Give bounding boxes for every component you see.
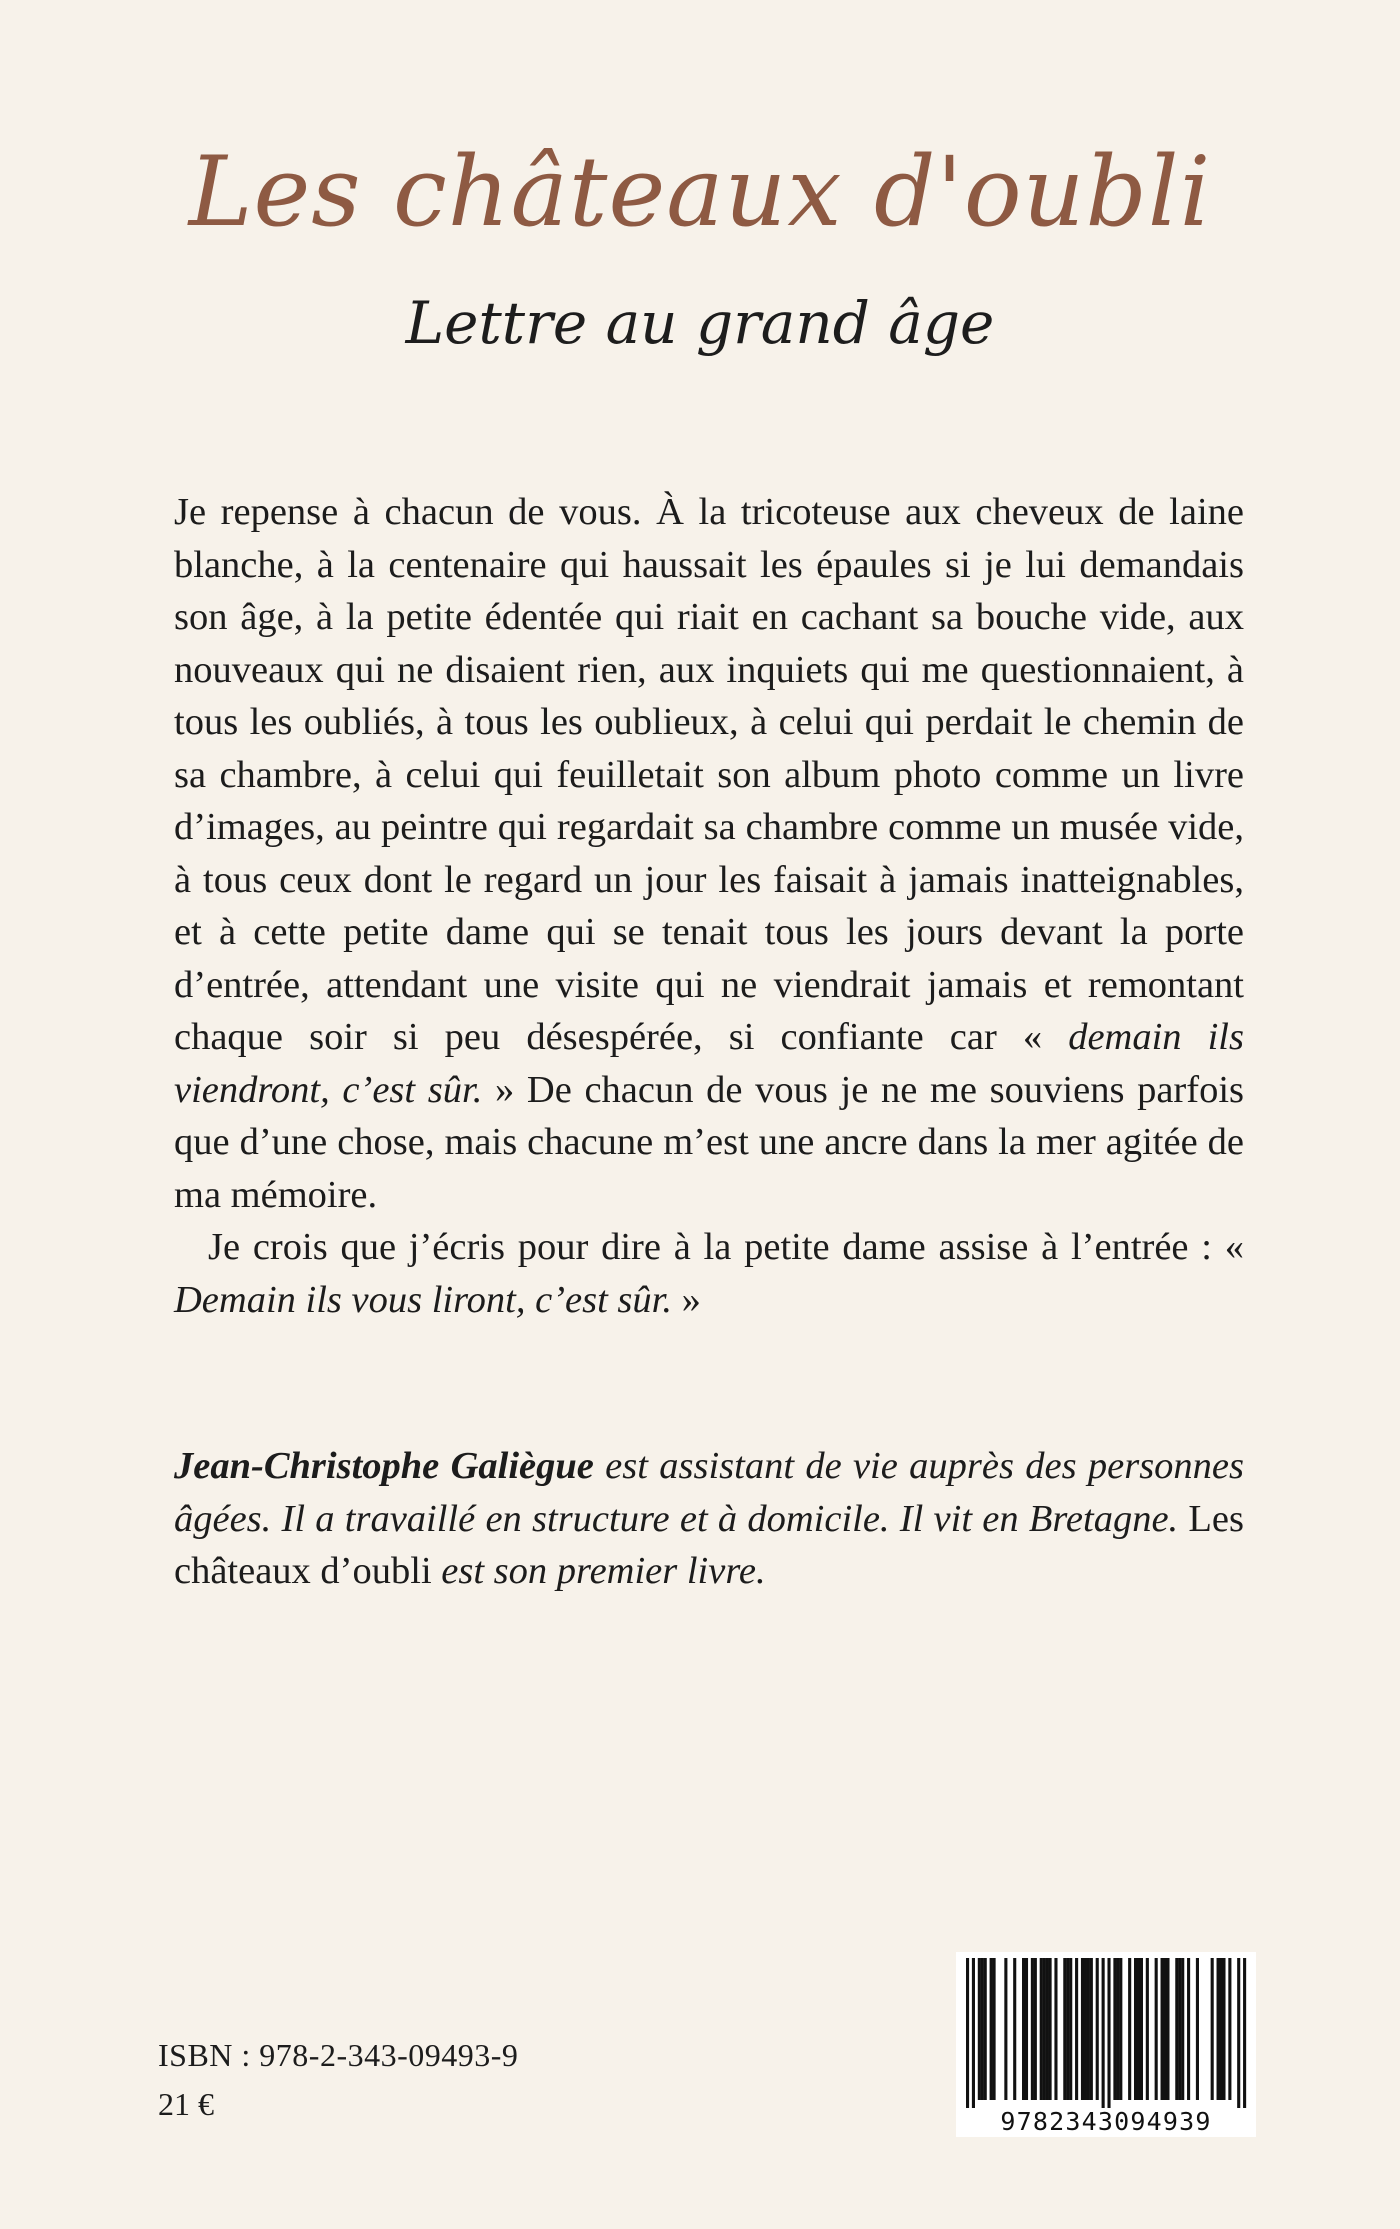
barcode-bar xyxy=(1155,1958,1158,2100)
barcode-bar xyxy=(1004,1958,1007,2100)
barcode-bar xyxy=(1211,1958,1214,2100)
barcode-bar xyxy=(1161,1958,1164,2100)
barcode-bar xyxy=(984,1958,987,2100)
barcode-bar xyxy=(1034,1958,1037,2100)
barcode-bar xyxy=(1146,1958,1149,2100)
barcode-bar xyxy=(1196,1958,1199,2100)
barcode-bar xyxy=(1175,1958,1178,2100)
barcode-bar xyxy=(1228,1958,1231,2100)
barcode-bar xyxy=(1040,1958,1043,2100)
barcode-bar xyxy=(1102,1958,1105,2108)
blurb-p1-quote: demain ils viendront, c’est sûr. xyxy=(174,1016,1244,1111)
barcode-bar xyxy=(978,1958,981,2100)
barcode-bar xyxy=(1243,1958,1246,2108)
barcode-bar xyxy=(1046,1958,1049,2100)
barcode-bar xyxy=(1069,1958,1072,2100)
price-label: 21 € xyxy=(158,2086,214,2122)
barcode-bar xyxy=(1043,1958,1046,2100)
blurb-p2-text-1: Je crois que j’écris pour dire à la petite dame assise à l’entrée : « xyxy=(208,1226,1244,1268)
barcode-bar xyxy=(1063,1958,1066,2100)
blurb-p2-quote: Demain ils vous liront, c’est sûr. xyxy=(174,1278,672,1321)
blurb-p1-text-2: » De chacun de vous je ne me souviens parfois que d’une chose, mais chacune m’est une ancre dans la mer agitée de ma mémoire. xyxy=(174,1068,1244,1216)
book-title: Les châteaux d'oubli xyxy=(188,136,1212,248)
barcode-bar xyxy=(1066,1958,1069,2100)
barcode-bar xyxy=(1049,1958,1052,2100)
barcode-graphic xyxy=(956,1952,1256,2137)
barcode-bar xyxy=(1140,1958,1143,2100)
blurb-p2-text-2: » xyxy=(671,1278,701,1321)
author-bio-book-title: Les châteaux d’oubli xyxy=(174,1497,1244,1592)
isbn-label: ISBN : 978-2-343-09493-9 xyxy=(158,2037,519,2073)
barcode-bar xyxy=(1217,1958,1220,2100)
barcode-bar xyxy=(981,1958,984,2100)
author-bio-paragraph xyxy=(174,1440,1244,1598)
barcode-bar xyxy=(1090,1958,1093,2100)
barcode-digits: 9782343094939 xyxy=(1000,2107,1212,2136)
barcode-bar xyxy=(1022,1958,1025,2100)
barcode-bar xyxy=(1178,1958,1181,2100)
barcode-bar xyxy=(1187,1958,1190,2100)
barcode-bar xyxy=(1137,1958,1140,2100)
author-bio-text-1: est assistant de vie auprès des personnes âgées. Il a travaillé en structure et à domicile. Il vit en Bretagne. xyxy=(174,1445,1244,1540)
barcode-bar xyxy=(993,1958,996,2100)
blurb-p1-text-1: Je repense à chacun de vous. À la tricoteuse aux cheveux de laine blanche, à la centenaire qui haussait les épaules si je lui demandais son âge, à la petite édentée qui riait en cachant sa bouche vide, aux nouveaux qui ne disaient rien, aux inquiets qui me questionnaient, à tous les oubliés, à tous les oublieux, à celui qui perdait le chemin de sa chambre, à celui qui feuilletait son album photo comme un livre d’images, au peintre qui regardait sa chambre comme un musée vide, à tous ceux dont le regard un jour les faisait à jamais inatteignables, et à cette petite dame qui se tenait tous les jours devant la porte d’entrée, attendant une visite qui ne viendrait jamais et remontant chaque soir si peu désespérée, si confiante car « xyxy=(174,491,1244,1058)
barcode-bar xyxy=(1096,1958,1099,2100)
barcode-bar xyxy=(1025,1958,1028,2100)
barcode-bar xyxy=(1134,1958,1137,2100)
blurb-paragraph-2 xyxy=(174,1221,1244,1326)
barcode-bar xyxy=(1119,1958,1122,2100)
author-bio-text-2: est son premier livre. xyxy=(441,1550,766,1592)
barcode-bar xyxy=(1181,1958,1184,2100)
author-bio xyxy=(174,1440,1244,1598)
barcode-bar xyxy=(1237,1958,1240,2108)
barcode-bar xyxy=(1084,1958,1087,2100)
barcode-bar xyxy=(990,1958,993,2100)
barcode-bar xyxy=(1081,1958,1084,2100)
back-cover-blurb xyxy=(174,486,1244,1326)
barcode-bar xyxy=(1054,1958,1057,2100)
barcode-bar xyxy=(1219,1958,1222,2100)
blurb-paragraph-1 xyxy=(174,486,1244,1221)
author-name: Jean-Christophe Galiègue xyxy=(174,1445,594,1487)
barcode-bar xyxy=(1087,1958,1090,2100)
barcode xyxy=(956,1952,1256,2137)
barcode-bar xyxy=(1013,1958,1016,2100)
barcode-bar xyxy=(1116,1958,1119,2100)
barcode-bar xyxy=(1163,1958,1166,2100)
barcode-bar xyxy=(1031,1958,1034,2100)
book-subtitle: Lettre au grand âge xyxy=(405,289,995,357)
barcode-bar xyxy=(1075,1958,1078,2100)
barcode-bar xyxy=(1107,1958,1110,2108)
barcode-bar xyxy=(1128,1958,1131,2100)
barcode-bar xyxy=(1166,1958,1169,2100)
barcode-bar xyxy=(1113,1958,1116,2100)
barcode-bar xyxy=(972,1958,975,2108)
barcode-bar xyxy=(1222,1958,1225,2100)
barcode-bar xyxy=(966,1958,969,2108)
